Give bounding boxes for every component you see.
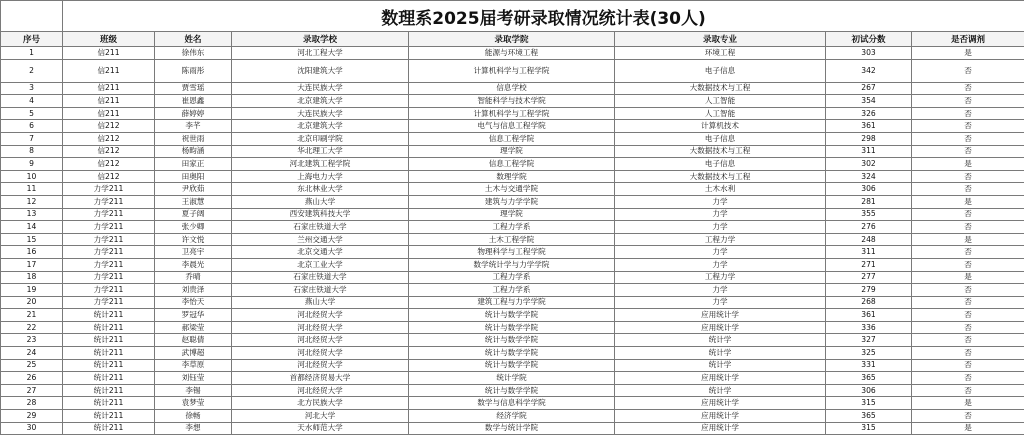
table-row — [1, 47, 1024, 60]
cell-score[interactable]: 336 — [826, 321, 912, 334]
cell-index[interactable]: 16 — [1, 246, 63, 259]
cell-school[interactable]: 河北经贸大学 — [232, 384, 409, 397]
cell-class[interactable]: 力学211 — [63, 258, 155, 271]
cell-college[interactable]: 土木工程学院 — [409, 233, 615, 246]
cell-score[interactable]: 302 — [826, 158, 912, 171]
cell-class[interactable]: 信212 — [63, 132, 155, 145]
cell-class[interactable]: 信212 — [63, 170, 155, 183]
cell-score[interactable]: 315 — [826, 422, 912, 435]
cell-name[interactable]: 祝世雨 — [155, 132, 232, 145]
cell-index[interactable]: 14 — [1, 221, 63, 234]
cell-name[interactable]: 杨畇涵 — [155, 145, 232, 158]
cell-adjusted[interactable]: 否 — [912, 246, 1024, 259]
cell-class[interactable]: 力学211 — [63, 183, 155, 196]
header-score[interactable]: 初试分数 — [826, 32, 912, 47]
cell-score[interactable]: 281 — [826, 195, 912, 208]
cell-index[interactable]: 24 — [1, 347, 63, 360]
cell-score[interactable]: 315 — [826, 397, 912, 410]
table-row — [1, 183, 1024, 196]
header-row — [1, 32, 1024, 47]
cell-adjusted[interactable]: 是 — [912, 271, 1024, 284]
cell-score[interactable]: 271 — [826, 258, 912, 271]
cell-adjusted[interactable]: 否 — [912, 321, 1024, 334]
table-row — [1, 397, 1024, 410]
cell-major[interactable]: 工程力学 — [615, 271, 826, 284]
cell-name[interactable]: 薛婷婷 — [155, 107, 232, 120]
cell-class[interactable]: 力学211 — [63, 246, 155, 259]
cell-adjusted[interactable]: 否 — [912, 82, 1024, 95]
table-row — [1, 410, 1024, 423]
cell-school[interactable]: 大连民族大学 — [232, 82, 409, 95]
cell-class[interactable]: 统计211 — [63, 410, 155, 423]
cell-score[interactable]: 331 — [826, 359, 912, 372]
cell-name[interactable]: 李晨光 — [155, 258, 232, 271]
cell-name[interactable]: 李芊 — [155, 120, 232, 133]
table-row — [1, 208, 1024, 221]
cell-major[interactable]: 土木水利 — [615, 183, 826, 196]
cell-college[interactable]: 工程力学系 — [409, 284, 615, 297]
cell-college[interactable]: 土木与交通学院 — [409, 183, 615, 196]
cell-college[interactable]: 能源与环境工程 — [409, 47, 615, 60]
header-name[interactable]: 姓名 — [155, 32, 232, 47]
cell-name[interactable]: 尹欣茹 — [155, 183, 232, 196]
cell-index[interactable]: 15 — [1, 233, 63, 246]
cell-college[interactable]: 物理科学与工程学院 — [409, 246, 615, 259]
cell-class[interactable]: 力学211 — [63, 233, 155, 246]
table-row — [1, 271, 1024, 284]
cell-name[interactable]: 罗冠华 — [155, 309, 232, 322]
cell-major[interactable]: 统计学 — [615, 384, 826, 397]
table-row — [1, 233, 1024, 246]
cell-school[interactable]: 北京建筑大学 — [232, 120, 409, 133]
table-row — [1, 372, 1024, 385]
table-row — [1, 132, 1024, 145]
cell-score[interactable]: 277 — [826, 271, 912, 284]
cell-score[interactable]: 298 — [826, 132, 912, 145]
cell-score[interactable]: 276 — [826, 221, 912, 234]
cell-college[interactable]: 电气与信息工程学院 — [409, 120, 615, 133]
cell-score[interactable]: 325 — [826, 347, 912, 360]
cell-name[interactable]: 田家正 — [155, 158, 232, 171]
table-row — [1, 384, 1024, 397]
cell-score[interactable]: 267 — [826, 82, 912, 95]
table-row — [1, 422, 1024, 435]
cell-major[interactable]: 统计学 — [615, 334, 826, 347]
cell-adjusted[interactable]: 否 — [912, 107, 1024, 120]
cell-index[interactable]: 23 — [1, 334, 63, 347]
table-row — [1, 334, 1024, 347]
cell-class[interactable]: 统计211 — [63, 321, 155, 334]
cell-major[interactable]: 计算机技术 — [615, 120, 826, 133]
table-row — [1, 221, 1024, 234]
header-adjusted[interactable]: 是否调剂 — [912, 32, 1024, 47]
cell-school[interactable]: 华北理工大学 — [232, 145, 409, 158]
cell-name[interactable]: 夏子阔 — [155, 208, 232, 221]
cell-class[interactable]: 统计211 — [63, 359, 155, 372]
cell-adjusted[interactable]: 否 — [912, 410, 1024, 423]
cell-adjusted[interactable]: 否 — [912, 221, 1024, 234]
cell-school[interactable]: 天水师范大学 — [232, 422, 409, 435]
cell-name[interactable]: 徐畅 — [155, 410, 232, 423]
cell-index[interactable]: 20 — [1, 296, 63, 309]
cell-college[interactable]: 信息学校 — [409, 82, 615, 95]
cell-school[interactable]: 河北经贸大学 — [232, 347, 409, 360]
cell-college[interactable]: 工程力学系 — [409, 271, 615, 284]
cell-adjusted[interactable]: 否 — [912, 284, 1024, 297]
cell-school[interactable]: 北京交通大学 — [232, 246, 409, 259]
table-row — [1, 284, 1024, 297]
cell-school[interactable]: 大连民族大学 — [232, 107, 409, 120]
cell-adjusted[interactable]: 否 — [912, 208, 1024, 221]
cell-college[interactable]: 理学院 — [409, 208, 615, 221]
cell-school[interactable]: 燕山大学 — [232, 195, 409, 208]
cell-college[interactable]: 理学院 — [409, 145, 615, 158]
cell-major[interactable]: 应用统计学 — [615, 410, 826, 423]
cell-score[interactable]: 311 — [826, 145, 912, 158]
header-class[interactable]: 班级 — [63, 32, 155, 47]
cell-index[interactable]: 1 — [1, 47, 63, 60]
cell-major[interactable]: 电子信息 — [615, 59, 826, 82]
cell-name[interactable]: 王淑慧 — [155, 195, 232, 208]
cell-class[interactable]: 信211 — [63, 95, 155, 108]
cell-class[interactable]: 统计211 — [63, 309, 155, 322]
cell-major[interactable]: 工程力学 — [615, 233, 826, 246]
cell-name[interactable]: 刘钰莹 — [155, 372, 232, 385]
cell-index[interactable]: 10 — [1, 170, 63, 183]
cell-adjusted[interactable]: 否 — [912, 384, 1024, 397]
cell-school[interactable]: 石家庄铁道大学 — [232, 221, 409, 234]
cell-name[interactable]: 许文悦 — [155, 233, 232, 246]
cell-adjusted[interactable]: 否 — [912, 170, 1024, 183]
cell-college[interactable]: 数学统计学与力学学院 — [409, 258, 615, 271]
cell-major[interactable]: 统计学 — [615, 359, 826, 372]
table-row — [1, 246, 1024, 259]
cell-school[interactable]: 沈阳建筑大学 — [232, 59, 409, 82]
table-row — [1, 145, 1024, 158]
cell-school[interactable]: 西安建筑科技大学 — [232, 208, 409, 221]
cell-name[interactable]: 徐伟东 — [155, 47, 232, 60]
cell-score[interactable]: 361 — [826, 120, 912, 133]
cell-college[interactable]: 信息工程学院 — [409, 132, 615, 145]
cell-class[interactable]: 信211 — [63, 47, 155, 60]
cell-score[interactable]: 354 — [826, 95, 912, 108]
cell-adjusted[interactable]: 否 — [912, 95, 1024, 108]
cell-adjusted[interactable]: 否 — [912, 132, 1024, 145]
cell-index[interactable]: 28 — [1, 397, 63, 410]
cell-class[interactable]: 统计211 — [63, 397, 155, 410]
cell-score[interactable]: 306 — [826, 183, 912, 196]
cell-score[interactable]: 342 — [826, 59, 912, 82]
cell-school[interactable]: 河北工程大学 — [232, 47, 409, 60]
cell-major[interactable]: 力学 — [615, 208, 826, 221]
title-row — [1, 1, 1024, 32]
cell-index[interactable]: 17 — [1, 258, 63, 271]
cell-index[interactable]: 7 — [1, 132, 63, 145]
cell-adjusted[interactable]: 是 — [912, 158, 1024, 171]
cell-adjusted[interactable]: 是 — [912, 397, 1024, 410]
cell-school[interactable]: 北京建筑大学 — [232, 95, 409, 108]
cell-college[interactable]: 数学与统计学院 — [409, 422, 615, 435]
cell-major[interactable]: 应用统计学 — [615, 422, 826, 435]
cell-major[interactable]: 统计学 — [615, 347, 826, 360]
cell-score[interactable]: 306 — [826, 384, 912, 397]
cell-major[interactable]: 应用统计学 — [615, 309, 826, 322]
cell-name[interactable]: 李怡天 — [155, 296, 232, 309]
cell-school[interactable]: 首都经济贸易大学 — [232, 372, 409, 385]
cell-adjusted[interactable]: 是 — [912, 195, 1024, 208]
cell-college[interactable]: 经济学院 — [409, 410, 615, 423]
cell-adjusted[interactable]: 否 — [912, 372, 1024, 385]
cell-score[interactable]: 303 — [826, 47, 912, 60]
header-index[interactable]: 序号 — [1, 32, 63, 47]
cell-class[interactable]: 统计211 — [63, 347, 155, 360]
cell-class[interactable]: 信212 — [63, 158, 155, 171]
table-row — [1, 95, 1024, 108]
table-row — [1, 258, 1024, 271]
table-row — [1, 321, 1024, 334]
cell-adjusted[interactable]: 否 — [912, 183, 1024, 196]
cell-score[interactable]: 324 — [826, 170, 912, 183]
cell-name[interactable]: 武博超 — [155, 347, 232, 360]
cell-college[interactable]: 工程力学系 — [409, 221, 615, 234]
cell-score[interactable]: 365 — [826, 410, 912, 423]
table-row — [1, 120, 1024, 133]
table-row — [1, 82, 1024, 95]
page-title: 数理系2025届考研录取情况统计表(30人) — [63, 1, 1024, 32]
cell-class[interactable]: 统计211 — [63, 422, 155, 435]
cell-school[interactable]: 河北经贸大学 — [232, 359, 409, 372]
cell-score[interactable]: 355 — [826, 208, 912, 221]
cell-index[interactable]: 9 — [1, 158, 63, 171]
cell-name[interactable]: 陈雨彤 — [155, 59, 232, 82]
cell-major[interactable]: 应用统计学 — [615, 397, 826, 410]
cell-college[interactable]: 数学与信息科学学院 — [409, 397, 615, 410]
cell-score[interactable]: 311 — [826, 246, 912, 259]
cell-index[interactable]: 11 — [1, 183, 63, 196]
table-row — [1, 158, 1024, 171]
cell-school[interactable]: 北京工业大学 — [232, 258, 409, 271]
table-row — [1, 170, 1024, 183]
cell-adjusted[interactable]: 否 — [912, 296, 1024, 309]
cell-class[interactable]: 统计211 — [63, 372, 155, 385]
cell-major[interactable]: 力学 — [615, 195, 826, 208]
cell-index[interactable]: 3 — [1, 82, 63, 95]
cell-major[interactable]: 力学 — [615, 284, 826, 297]
cell-name[interactable]: 刘贵泽 — [155, 284, 232, 297]
cell-index[interactable]: 4 — [1, 95, 63, 108]
cell-adjusted[interactable]: 否 — [912, 258, 1024, 271]
cell-adjusted[interactable]: 否 — [912, 309, 1024, 322]
cell-class[interactable]: 信211 — [63, 107, 155, 120]
cell-school[interactable]: 北京印刷学院 — [232, 132, 409, 145]
cell-college[interactable]: 统计与数学学院 — [409, 347, 615, 360]
cell-college[interactable]: 智能科学与技术学院 — [409, 95, 615, 108]
cell-school[interactable]: 燕山大学 — [232, 296, 409, 309]
table-row — [1, 309, 1024, 322]
cell-major[interactable]: 电子信息 — [615, 132, 826, 145]
title-blank-cell[interactable] — [1, 1, 63, 32]
cell-class[interactable]: 信211 — [63, 59, 155, 82]
cell-college[interactable]: 统计与数学学院 — [409, 334, 615, 347]
cell-score[interactable]: 248 — [826, 233, 912, 246]
cell-index[interactable]: 19 — [1, 284, 63, 297]
cell-major[interactable]: 应用统计学 — [615, 372, 826, 385]
cell-index[interactable]: 22 — [1, 321, 63, 334]
cell-major[interactable]: 力学 — [615, 246, 826, 259]
cell-score[interactable]: 361 — [826, 309, 912, 322]
cell-name[interactable]: 赵聪倩 — [155, 334, 232, 347]
cell-school[interactable]: 石家庄铁道大学 — [232, 284, 409, 297]
cell-college[interactable]: 统计与数学学院 — [409, 321, 615, 334]
cell-score[interactable]: 268 — [826, 296, 912, 309]
cell-college[interactable]: 统计与数学学院 — [409, 384, 615, 397]
cell-index[interactable]: 27 — [1, 384, 63, 397]
cell-major[interactable]: 环境工程 — [615, 47, 826, 60]
cell-name[interactable]: 贾雪瑶 — [155, 82, 232, 95]
cell-school[interactable]: 兰州交通大学 — [232, 233, 409, 246]
cell-adjusted[interactable]: 否 — [912, 120, 1024, 133]
cell-name[interactable]: 田奥阳 — [155, 170, 232, 183]
cell-class[interactable]: 信212 — [63, 145, 155, 158]
cell-major[interactable]: 大数据技术与工程 — [615, 170, 826, 183]
cell-index[interactable]: 18 — [1, 271, 63, 284]
cell-major[interactable]: 力学 — [615, 296, 826, 309]
cell-major[interactable]: 大数据技术与工程 — [615, 82, 826, 95]
cell-score[interactable]: 279 — [826, 284, 912, 297]
table-row — [1, 347, 1024, 360]
cell-class[interactable]: 力学211 — [63, 284, 155, 297]
cell-college[interactable]: 数理学院 — [409, 170, 615, 183]
cell-class[interactable]: 信212 — [63, 120, 155, 133]
cell-score[interactable]: 326 — [826, 107, 912, 120]
table-row — [1, 359, 1024, 372]
cell-class[interactable]: 力学211 — [63, 195, 155, 208]
cell-school[interactable]: 北方民族大学 — [232, 397, 409, 410]
cell-major[interactable]: 应用统计学 — [615, 321, 826, 334]
cell-major[interactable]: 人工智能 — [615, 107, 826, 120]
cell-index[interactable]: 8 — [1, 145, 63, 158]
cell-name[interactable]: 崔恩鑫 — [155, 95, 232, 108]
cell-college[interactable]: 统计与数学学院 — [409, 359, 615, 372]
cell-index[interactable]: 13 — [1, 208, 63, 221]
cell-adjusted[interactable]: 是 — [912, 233, 1024, 246]
cell-name[interactable]: 乔晴 — [155, 271, 232, 284]
table-row — [1, 296, 1024, 309]
cell-school[interactable]: 河北经贸大学 — [232, 309, 409, 322]
cell-school[interactable]: 上海电力大学 — [232, 170, 409, 183]
cell-major[interactable]: 大数据技术与工程 — [615, 145, 826, 158]
cell-index[interactable]: 30 — [1, 422, 63, 435]
cell-name[interactable]: 张少卿 — [155, 221, 232, 234]
cell-college[interactable]: 建筑与力学学院 — [409, 195, 615, 208]
cell-index[interactable]: 12 — [1, 195, 63, 208]
cell-index[interactable]: 26 — [1, 372, 63, 385]
header-school[interactable]: 录取学校 — [232, 32, 409, 47]
cell-major[interactable]: 力学 — [615, 221, 826, 234]
cell-school[interactable]: 东北林业大学 — [232, 183, 409, 196]
cell-index[interactable]: 2 — [1, 59, 63, 82]
cell-score[interactable]: 365 — [826, 372, 912, 385]
cell-college[interactable]: 建筑工程与力学学院 — [409, 296, 615, 309]
table-row — [1, 195, 1024, 208]
cell-adjusted[interactable]: 否 — [912, 347, 1024, 360]
cell-adjusted[interactable]: 否 — [912, 334, 1024, 347]
cell-class[interactable]: 信211 — [63, 82, 155, 95]
cell-school[interactable]: 河北经贸大学 — [232, 321, 409, 334]
cell-college[interactable]: 计算机科学与工程学院 — [409, 59, 615, 82]
cell-class[interactable]: 力学211 — [63, 271, 155, 284]
cell-name[interactable]: 卫亮宇 — [155, 246, 232, 259]
cell-index[interactable]: 21 — [1, 309, 63, 322]
cell-adjusted[interactable]: 是 — [912, 422, 1024, 435]
cell-class[interactable]: 力学211 — [63, 208, 155, 221]
cell-adjusted[interactable]: 否 — [912, 145, 1024, 158]
cell-class[interactable]: 力学211 — [63, 221, 155, 234]
cell-index[interactable]: 5 — [1, 107, 63, 120]
cell-college[interactable]: 信息工程学院 — [409, 158, 615, 171]
cell-college[interactable]: 计算机科学与工程学院 — [409, 107, 615, 120]
cell-index[interactable]: 6 — [1, 120, 63, 133]
cell-major[interactable]: 电子信息 — [615, 158, 826, 171]
table-row — [1, 107, 1024, 120]
cell-adjusted[interactable]: 是 — [912, 47, 1024, 60]
cell-name[interactable]: 袁梦莹 — [155, 397, 232, 410]
cell-index[interactable]: 25 — [1, 359, 63, 372]
cell-class[interactable]: 统计211 — [63, 384, 155, 397]
cell-school[interactable]: 河北大学 — [232, 410, 409, 423]
header-major[interactable]: 录取专业 — [615, 32, 826, 47]
cell-class[interactable]: 力学211 — [63, 296, 155, 309]
cell-adjusted[interactable]: 否 — [912, 359, 1024, 372]
cell-college[interactable]: 统计与数学学院 — [409, 309, 615, 322]
cell-index[interactable]: 29 — [1, 410, 63, 423]
cell-college[interactable]: 统计学院 — [409, 372, 615, 385]
cell-name[interactable]: 李锡 — [155, 384, 232, 397]
cell-school[interactable]: 河北经贸大学 — [232, 334, 409, 347]
cell-name[interactable]: 郝梁莹 — [155, 321, 232, 334]
cell-school[interactable]: 石家庄铁道大学 — [232, 271, 409, 284]
table-row — [1, 59, 1024, 82]
cell-class[interactable]: 统计211 — [63, 334, 155, 347]
cell-adjusted[interactable]: 否 — [912, 59, 1024, 82]
cell-score[interactable]: 327 — [826, 334, 912, 347]
cell-major[interactable]: 人工智能 — [615, 95, 826, 108]
cell-school[interactable]: 河北建筑工程学院 — [232, 158, 409, 171]
cell-major[interactable]: 力学 — [615, 258, 826, 271]
header-college[interactable]: 录取学院 — [409, 32, 615, 47]
cell-name[interactable]: 李草原 — [155, 359, 232, 372]
cell-name[interactable]: 李想 — [155, 422, 232, 435]
